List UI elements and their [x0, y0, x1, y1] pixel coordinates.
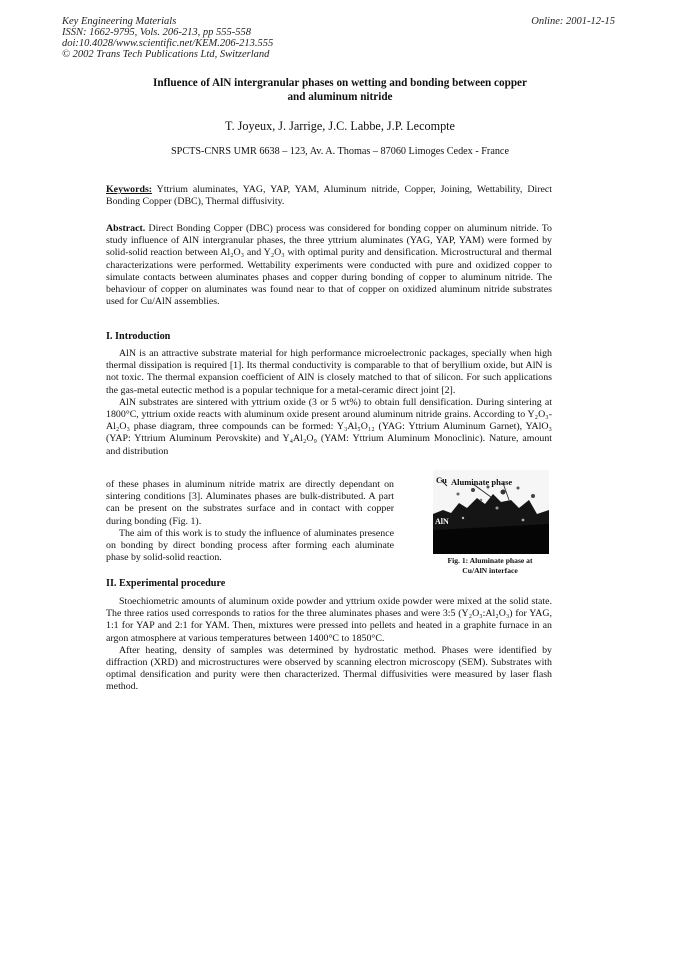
section-heading-experimental: II. Experimental procedure — [106, 578, 226, 589]
keywords-text: Yttrium aluminates, YAG, YAP, YAM, Aluminum nitride, Copper, Joining, Wettability, Direct Bonding Copper (DBC), Thermal diffusivity. — [106, 184, 552, 208]
experimental-paragraphs — [106, 596, 552, 694]
authors: T. Joyeux, J. Jarrige, J.C. Labbe, J.P. Lecompte — [225, 119, 455, 133]
figure-label-cu: Cu — [436, 475, 447, 485]
keywords-label: Keywords: — [106, 184, 153, 195]
intro-wrapped-text — [106, 479, 394, 564]
abstract-label: Abstract. — [106, 223, 146, 234]
title-line-1: Influence of AlN intergranular phases on wetting and bonding between copper — [153, 77, 527, 89]
title-line-2: and aluminum nitride — [287, 91, 393, 103]
doi-line: doi:10.4028/www.scientific.net/KEM.206-213.555 — [62, 38, 274, 49]
figure-caption-line-2: Cu/AlN interface — [462, 565, 518, 575]
intro-paragraph-1: AlN is an attractive substrate material for high performance microelectronic packages, specially when high thermal dissipation is required [1]. Its thermal conductivity is comparable to that of beryllium oxide, but AlN is not toxic. The thermal expansion coefficient of AlN is closely matched to that of silicon. For such applications the gas-metal eutectic method is a popular technique for a metal-ceramic direct joint [2]. — [106, 348, 552, 396]
intro-paragraph-2-cont: of these phases in aluminum nitride matrix are directly dependant on sintering conditions [3]. Aluminates phases are bulk-distributed. A part can be present on the substrates surface and in contact with copper during bonding (Fig. 1). — [106, 479, 394, 527]
abstract — [106, 223, 552, 308]
intro-paragraph-3: The aim of this work is to study the influence of aluminates presence on bonding by direct bonding process after forming each aluminate phase by solid-solid reaction. — [106, 527, 394, 564]
paper-title — [80, 76, 600, 104]
figure-1-caption — [420, 556, 560, 575]
online-date: Online: 2001-12-15 — [531, 16, 615, 27]
experimental-paragraph-2: After heating, density of samples was determined by hydrostatic method. Phases were identified by diffraction (XRD) and microstructures were observed by scanning electron microscopy (SEM). Substrates with optimal densification and purity were then characterized. Thermal diffusivities were measured by laser flash method. — [106, 644, 552, 693]
figure-1-micrograph — [433, 470, 549, 554]
figure-label-aluminate: Aluminate phase — [451, 477, 513, 487]
copyright-line: © 2002 Trans Tech Publications Ltd, Switzerland — [62, 49, 270, 60]
figure-caption-line-1: Fig. 1: Aluminate phase at — [447, 556, 533, 565]
journal-name: Key Engineering Materials — [62, 16, 177, 27]
experimental-paragraph-1: Stoechiometric amounts of aluminum oxide powder and yttrium oxide powder were mixed at the solid state. The three ratios used corresponds to ratios for the three aluminates phases and were 3:5 (Y₂O₃:Al₂O₃) for YAG, 1:1 for YAP and 2:1 for YAM. Then, mixtures were pressed into pellets and heated in a graphite furnace in an argon atmosphere at various temperatures between 1400°C to 1850°C. — [106, 596, 552, 644]
section-heading-introduction: I. Introduction — [106, 331, 171, 342]
keywords — [106, 184, 552, 208]
issn-line: ISSN: 1662-9795, Vols. 206-213, pp 555-558 — [62, 27, 251, 38]
intro-paragraph-2: AlN substrates are sintered with yttrium oxide (3 or 5 wt%) to obtain full densification. During sintering at 1800°C, yttrium oxide reacts with aluminum oxide present around aluminum nitride grains. According to Y₂O₃-Al₂O₃ phase diagram, three compounds can be formed: Y₃Al₅O₁₂ (YAG: Yttrium Aluminum Garnet), YAlO₃ (YAP: Yttrium Aluminum Perovskite) and Y₄Al₂O₉ (YAM: Yttrium Aluminum Monoclinic). Nature, amount and distribution — [106, 396, 552, 457]
affiliation: SPCTS-CNRS UMR 6638 – 123, Av. A. Thomas – 87060 Limoges Cedex - France — [171, 146, 509, 157]
figure-label-aln: AlN — [435, 517, 449, 526]
introduction-paragraphs — [106, 348, 552, 458]
abstract-text: Direct Bonding Copper (DBC) process was considered for bonding copper on aluminum nitride. To study influence of AlN intergranular phases, the three yttrium aluminates (YAG, YAP, YAM) were formed by solid-solid reaction between Al₂O₃ and Y₂O₃ with optimal purity and densification. Microstructural and thermal characterizations were performed. Wettability experiments were conducted with pure and oxidized copper to simulate contacts between aluminates phases and copper during bonding of copper to aluminum nitride. The behaviour of copper on aluminates was found near to that of copper on oxidized aluminum nitride substrates used for Cu/AlN assemblies. — [106, 223, 552, 308]
publication-metadata — [62, 16, 273, 60]
